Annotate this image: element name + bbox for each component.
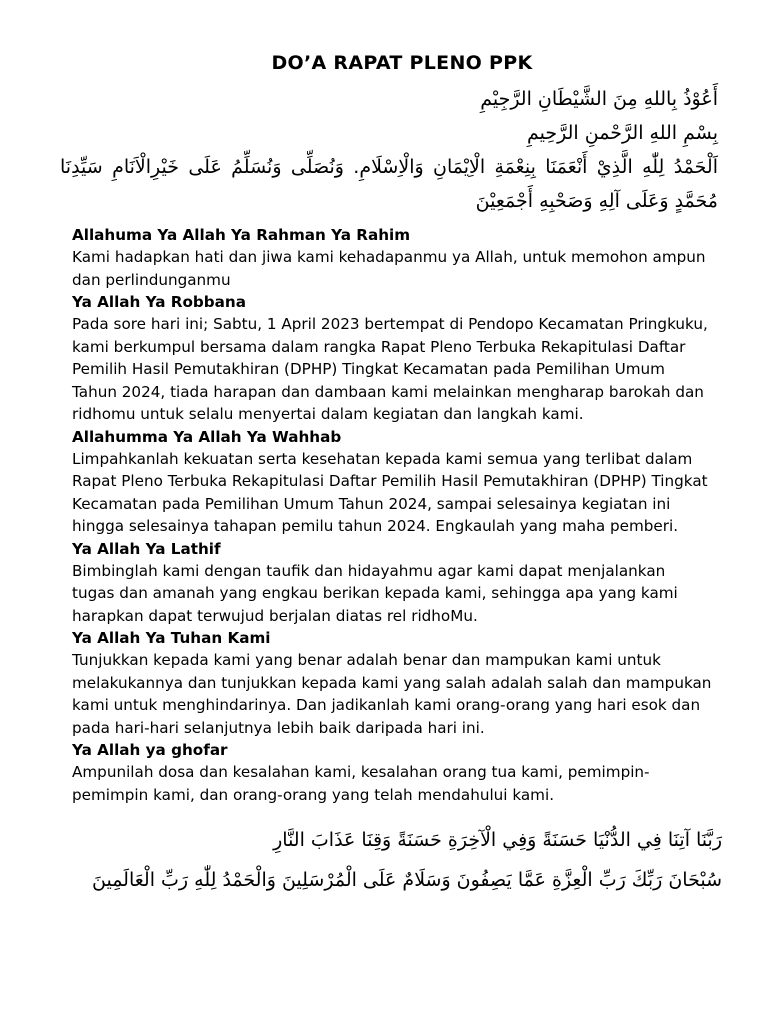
sapu-jagad-line: رَبَّنَا آتِنَا فِي الدُّنْيَا حَسَنَةً وَفِي الْآخِرَةِ حَسَنَةً وَقِنَا عَذَابَ النَّارِ xyxy=(273,829,722,851)
opening-prayer-arabic xyxy=(60,82,718,218)
section-heading: Ya Allah Ya Tuhan Kami xyxy=(72,629,271,647)
prayer-section xyxy=(72,538,712,628)
section-text: Pada sore hari ini; Sabtu, 1 April 2023 bertempat di Pendopo Kecamatan Pringkuku, kami berkumpul bersama dalam rangka Rapat Pleno Terbuka Rekapitulasi Daftar Pemilih Hasil Pemutakhiran (DPHP) Tingkat Kecamatan pada Pemilihan Umum Tahun 2024, tiada harapan dan dambaan kami melainkan mengharap barokah dan ridhomu untuk selalu menyertai dalam kegiatan dan langkah kami. xyxy=(72,315,708,423)
document-title: DO’A RAPAT PLENO PPK xyxy=(271,52,533,74)
prayer-section xyxy=(72,291,712,426)
prayer-sections xyxy=(72,224,712,806)
section-text: Kami hadapkan hati dan jiwa kami kehadapanmu ya Allah, untuk memohon ampun dan perlindunganmu xyxy=(72,248,706,289)
prayer-section xyxy=(72,627,712,739)
section-text: Limpahkanlah kekuatan serta kesehatan kepada kami semua yang terlibat dalam Rapat Pleno Terbuka Rekapitulasi Daftar Pemilih Hasil Pemutakhiran (DPHP) Tingkat Kecamatan pada Pemilihan Umum Tahun 2024, sampai selesainya kegiatan ini hingga selesainya tahapan pemilu tahun 2024. Engkaulah yang maha pemberi. xyxy=(72,449,708,535)
prayer-section xyxy=(72,426,712,538)
closing-prayer-arabic xyxy=(72,820,722,900)
section-heading: Ya Allah Ya Robbana xyxy=(72,293,246,311)
section-text: Ampunilah dosa dan kesalahan kami, kesalahan orang tua kami, pemimpin-pemimpin kami, dan orang-orang yang telah mendahului kami. xyxy=(72,763,650,804)
section-text: Tunjukkan kepada kami yang benar adalah benar dan mampukan kami untuk melakukannya dan tunjukkan kepada kami yang salah adalah salah dan mampukan kami untuk menghindarinya. Dan jadikanlah kami orang-orang yang hari esok dan pada hari-hari selanjutnya lebih baik daripada hari ini. xyxy=(72,651,712,737)
basmalah-line: بِسْمِ اللهِ الرَّحْمنِ الرَّحِيمِ xyxy=(527,122,718,144)
section-text: Bimbinglah kami dengan taufik dan hidayahmu agar kami dapat menjalankan tugas dan amanah yang engkau berikan kepada kami, sehingga apa yang kami harapkan dapat terwujud berjalan diatas rel ridhoMu. xyxy=(72,561,678,625)
hamdalah-shalawat-line: اَلْحَمْدُ لِلّٰهِ الَّذِيْ أَنْعَمَنَا بِنِعْمَةِ الْاِيْمَانِ وَالْاِسْلَامِ. وَنُصَلِّى وَنُسَلِّمُ عَلَى خَيْرِالْاَنَامِ سَيِّدِنَا مُحَمَّدٍ وَعَلَى آلِهِ وَصَحْبِهِ أَجْمَعِيْنَ xyxy=(60,156,718,212)
taawudz-line: أَعُوْذُ بِاللهِ مِنَ الشَّيْطَانِ الرَّجِيْمِ xyxy=(480,88,718,110)
section-heading: Ya Allah Ya Lathif xyxy=(72,539,221,558)
subhana-rabbika-line: سُبْحَانَ رَبِّكَ رَبِّ الْعِزَّةِ عَمَّا يَصِفُونَ وَسَلَامٌ عَلَى الْمُرْسَلِينَ وَالْحَمْدُ لِلّٰهِ رَبِّ الْعَالَمِينَ xyxy=(92,869,722,891)
section-heading: Allahuma Ya Allah Ya Rahman Ya Rahim xyxy=(72,226,411,244)
prayer-section xyxy=(72,224,712,291)
prayer-section xyxy=(72,739,712,806)
section-heading: Ya Allah ya ghofar xyxy=(72,741,228,759)
section-heading: Allahumma Ya Allah Ya Wahhab xyxy=(72,427,342,446)
